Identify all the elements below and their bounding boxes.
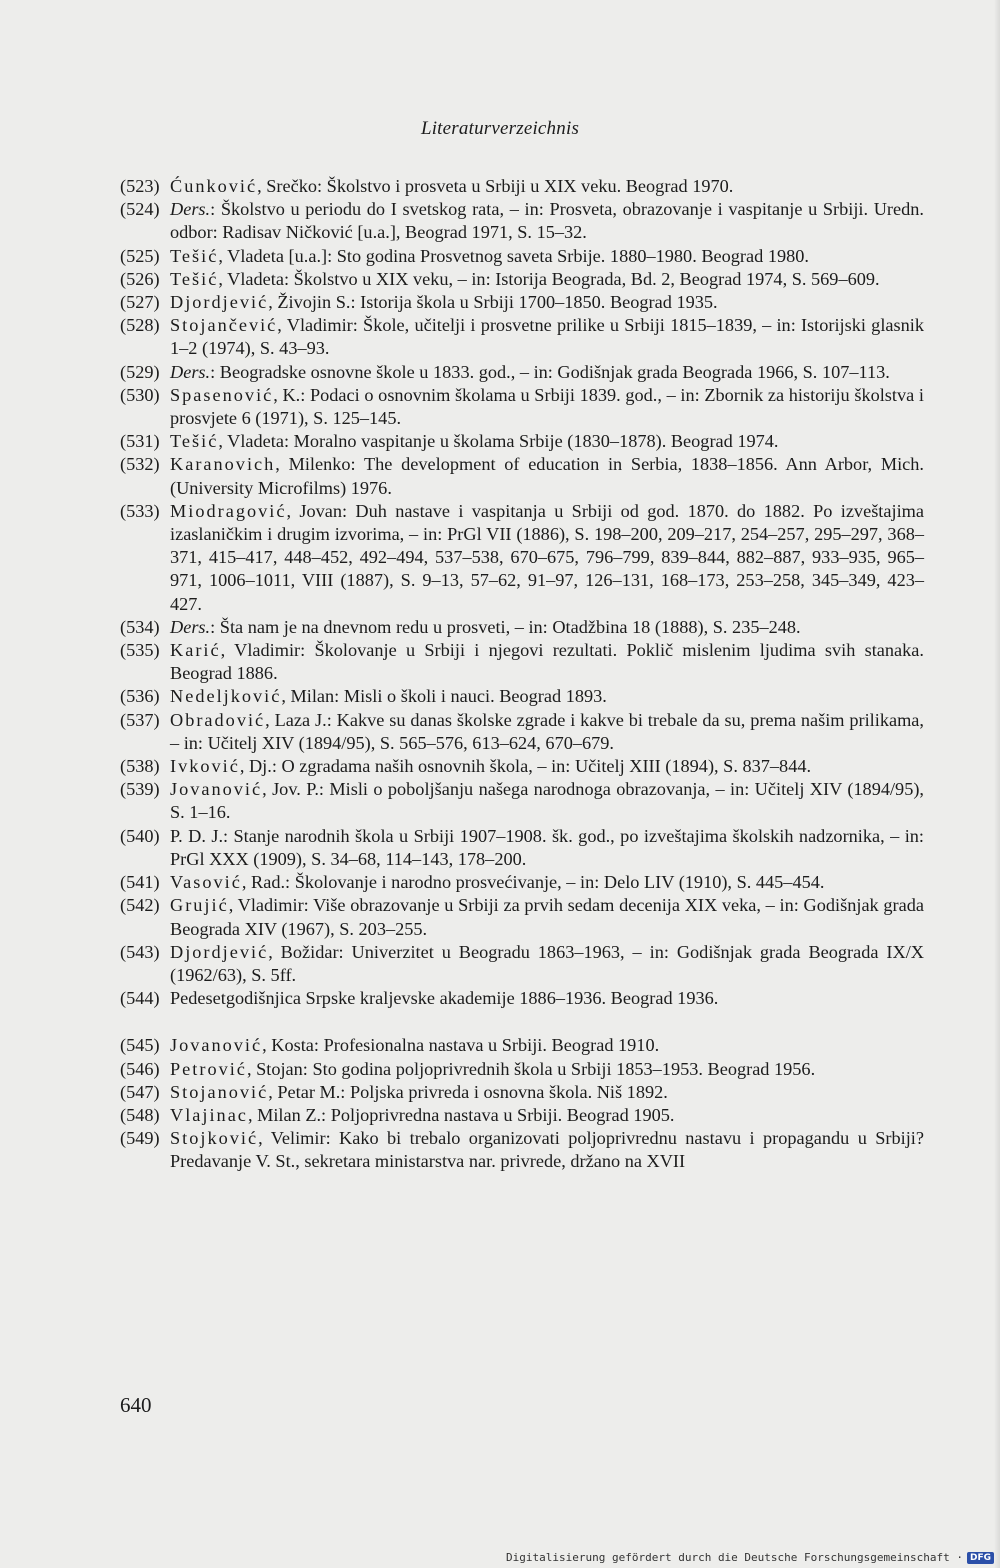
page-number: 640: [120, 1393, 152, 1417]
reference-author: Karić: [170, 640, 221, 661]
reference-author: Vasović: [170, 872, 242, 893]
reference-text: Pedesetgodišnjica Srpske kraljevske akademije 1886–1936. Beograd 1936.: [170, 988, 719, 1009]
reference-number: (548): [120, 1104, 160, 1125]
reference-entry: [120, 1081, 924, 1104]
reference-text: , Jovan: Duh nastave i vaspitanja u Srbiji od god. 1870. do 1882. Po izveštajima izaslaničkim i drugim izvorima, – in: PrGl VII (1886), S. 198–200, 209–217, 254–257, 295–297, 368–371, 415–417, 448–452, 492–494, 537–538, 670–675, 796–799, 839–844, 882–887, 933–935, 965–971, 1006–1011, VIII (1887), S. 9–13, 57–62, 91–97, 126–131, 168–173, 253–258, 345–349, 423–427.: [170, 500, 924, 614]
reference-number: (545): [120, 1035, 160, 1056]
reference-body: [170, 616, 924, 639]
reference-number: (546): [120, 1058, 160, 1079]
reference-entry: [120, 685, 924, 708]
reference-author: Stojančević: [170, 315, 278, 336]
reference-text: , Živojin S.: Istorija škola u Srbiji 1700–1850. Beograd 1935.: [268, 292, 718, 313]
reference-body: [170, 1081, 924, 1104]
dfg-logo: DFG: [967, 1552, 994, 1564]
reference-author: Ivković: [170, 756, 240, 777]
reference-entry: [120, 291, 924, 314]
reference-author: Jovanović: [170, 779, 263, 800]
reference-number: (535): [120, 640, 160, 661]
reference-entry: [120, 987, 924, 1010]
footer-text: Digitalisierung gefördert durch die Deutsche Forschungsgemeinschaft ·: [506, 1551, 963, 1564]
reference-body: [170, 198, 924, 244]
reference-author: Ćunković: [170, 176, 258, 196]
reference-entry: [120, 825, 924, 871]
reference-text: , Kosta: Profesionalna nastava u Srbiji. Beograd 1910.: [262, 1035, 660, 1056]
reference-entry: [120, 894, 924, 940]
reference-entry: [120, 1058, 924, 1081]
reference-text: , Jov. P.: Misli o poboljšanju našega narodnoga obrazovanja, – in: Učitelj XIV (1894/95), S. 1–16.: [170, 779, 924, 823]
reference-author: Stojanović: [170, 1081, 269, 1102]
reference-author: Jovanović: [170, 1035, 263, 1056]
reference-body: [170, 778, 924, 824]
reference-body: [170, 500, 924, 616]
reference-body: [170, 755, 924, 778]
reference-text: , Vladimir: Više obrazovanje u Srbiji za prvih sedam decenija XIX veka, – in: Godišnjak grada Beograda XIV (1967), S. 203–255.: [170, 895, 924, 939]
reference-entry: [120, 639, 924, 685]
reference-author: Djordjević: [170, 292, 269, 313]
reference-entry: [120, 453, 924, 499]
reference-number: (549): [120, 1128, 160, 1149]
reference-author: Ders.: [170, 199, 211, 220]
reference-text: , Božidar: Univerzitet u Beogradu 1863–1963, – in: Godišnjak grada Beograda IX/X (1962/63), S. 5ff.: [170, 941, 924, 985]
reference-author: Tešić: [170, 268, 219, 289]
reference-text: , Milan Z.: Poljoprivredna nastava u Srbiji. Beograd 1905.: [247, 1104, 675, 1125]
reference-body: [170, 871, 924, 894]
reference-text: , Vladimir: Školovanje u Srbiji i njegovi rezultati. Poklič mislenim ljudima svih stanaka. Beograd 1886.: [170, 640, 924, 684]
reference-number: (526): [120, 268, 160, 289]
reference-entry: [120, 941, 924, 987]
reference-number: (528): [120, 315, 160, 336]
reference-number: (537): [120, 709, 160, 730]
reference-entry: [120, 500, 924, 616]
reference-entry: [120, 1104, 924, 1127]
reference-number: (540): [120, 825, 160, 846]
reference-text: , Petar M.: Poljska privreda i osnovna škola. Niš 1892.: [268, 1081, 668, 1102]
reference-entry: [120, 778, 924, 824]
reference-number: (544): [120, 988, 160, 1009]
reference-text: , Rad.: Školovanje i narodno prosvećivanje, – in: Delo LIV (1910), S. 445–454.: [241, 872, 825, 893]
reference-body: [170, 291, 924, 314]
reference-text: : Beogradske osnovne škole u 1833. god., – in: Godišnjak grada Beograda 1966, S. 107–113.: [210, 361, 890, 382]
reference-text: : Šta nam je na dnevnom redu u prosveti, – in: Otadžbina 18 (1888), S. 235–248.: [210, 616, 801, 637]
reference-number: (530): [120, 384, 160, 405]
reference-entry: [120, 361, 924, 384]
reference-body: [170, 384, 924, 430]
reference-body: [170, 709, 924, 755]
reference-author: Petrović: [170, 1058, 247, 1079]
reference-author: Stojković: [170, 1128, 259, 1149]
reference-body: [170, 1034, 924, 1057]
reference-text: P. D. J.: Stanje narodnih škola u Srbiji 1907–1908. šk. god., po izveštajima školskih nadzornika, – in: PrGl XXX (1909), S. 34–68, 114–143, 178–200.: [170, 825, 924, 869]
reference-author: Djordjević: [170, 941, 269, 962]
reference-entry: [120, 245, 924, 268]
reference-text: , Milenko: The development of education in Serbia, 1838–1856. Ann Arbor, Mich. (University Microfilms) 1976.: [170, 454, 924, 498]
reference-text: , Vladimir: Škole, učitelji i prosvetne prilike u Srbiji 1815–1839, – in: Istorijski glasnik 1–2 (1974), S. 43–93.: [170, 315, 924, 359]
reference-text: , Velimir: Kako bi trebalo organizovati poljoprivrednu nastavu i propagandu u Srbiji? Predavanje V. St., sekretara ministarstva nar. privrede, držano na XVII: [170, 1128, 924, 1172]
reference-number: (542): [120, 895, 160, 916]
reference-author: Miodragović: [170, 500, 287, 521]
reference-body: [170, 175, 924, 198]
reference-number: (536): [120, 686, 160, 707]
reference-author: Grujić: [170, 895, 229, 916]
reference-number: (529): [120, 361, 160, 382]
reference-body: [170, 314, 924, 360]
reference-body: [170, 941, 924, 987]
section-gap: [120, 1010, 924, 1034]
reference-entry: [120, 1034, 924, 1057]
reference-number: (527): [120, 292, 160, 313]
reference-number: (525): [120, 245, 160, 266]
reference-entry: [120, 709, 924, 755]
reference-number: (523): [120, 176, 160, 196]
reference-number: (541): [120, 872, 160, 893]
reference-author: Spasenović: [170, 384, 274, 405]
reference-number: (532): [120, 454, 160, 475]
reference-body: [170, 894, 924, 940]
reference-entry: [120, 755, 924, 778]
reference-author: Tešić: [170, 431, 219, 452]
reference-body: [170, 1127, 924, 1173]
reference-entry: [120, 1127, 924, 1173]
reference-body: [170, 639, 924, 685]
reference-entry: [120, 384, 924, 430]
reference-number: (539): [120, 779, 160, 800]
reference-body: [170, 268, 924, 291]
reference-body: [170, 987, 924, 1010]
reference-text: , Milan: Misli o školi i nauci. Beograd 1893.: [281, 686, 607, 707]
reference-entry: [120, 198, 924, 244]
reference-body: [170, 1058, 924, 1081]
reference-entry: [120, 616, 924, 639]
reference-body: [170, 245, 924, 268]
reference-number: (533): [120, 500, 160, 521]
reference-entry: [120, 430, 924, 453]
reference-entry: [120, 871, 924, 894]
reference-body: [170, 361, 924, 384]
reference-author: Ders.: [170, 361, 211, 382]
reference-number: (547): [120, 1081, 160, 1102]
reference-text: , Dj.: O zgradama naših osnovnih škola, – in: Učitelj XIII (1894), S. 837–844.: [239, 756, 812, 777]
page-edge-shadow: [994, 0, 1000, 1568]
digitization-footer: [506, 1551, 994, 1564]
reference-entry: [120, 175, 924, 198]
reference-number: (524): [120, 199, 160, 220]
reference-body: [170, 1104, 924, 1127]
reference-text: , Srečko: Školstvo i prosveta u Srbiji u XIX veku. Beograd 1970.: [257, 176, 734, 196]
reference-body: [170, 685, 924, 708]
running-header: Literaturverzeichnis: [420, 118, 580, 139]
reference-author: Ders.: [170, 616, 211, 637]
reference-author: Obradović: [170, 709, 266, 730]
reference-text: , K.: Podaci o osnovnim školama u Srbiji 1839. god., – in: Zbornik za historiju školstva i prosvjete 6 (1971), S. 125–145.: [170, 384, 924, 429]
reference-body: [170, 453, 924, 499]
reference-text: : Školstvo u periodu do I svetskog rata, – in: Prosveta, obrazovanje i vaspitanje u Srbiji. Uredn. odbor: Radisav Ničković [u.a.], Beograd 1971, S. 15–32.: [170, 199, 924, 243]
reference-number: (543): [120, 941, 160, 962]
reference-text: , Laza J.: Kakve su danas školske zgrade i kakve bi trebale da su, prema našim prilikama, – in: Učitelj XIV (1894/95), S. 565–576, 613–624, 670–679.: [170, 709, 924, 753]
reference-author: Tešić: [170, 245, 219, 266]
reference-list: [120, 175, 924, 1174]
reference-text: , Vladeta: Školstvo u XIX veku, – in: Istorija Beograda, Bd. 2, Beograd 1974, S. 569–609.: [218, 268, 880, 289]
reference-number: (534): [120, 616, 160, 637]
reference-number: (531): [120, 431, 160, 452]
reference-text: , Stojan: Sto godina poljoprivrednih škola u Srbiji 1853–1953. Beograd 1956.: [246, 1058, 816, 1079]
reference-body: [170, 430, 924, 453]
reference-author: Vlajinac: [170, 1104, 248, 1125]
reference-entry: [120, 268, 924, 291]
reference-number: (538): [120, 756, 160, 777]
reference-author: Karanovich: [170, 454, 276, 475]
reference-entry: [120, 314, 924, 360]
reference-author: Nedeljković: [170, 686, 282, 707]
reference-text: , Vladeta: Moralno vaspitanje u školama Srbije (1830–1878). Beograd 1974.: [218, 431, 779, 452]
reference-text: , Vladeta [u.a.]: Sto godina Prosvetnog saveta Srbije. 1880–1980. Beograd 1980.: [218, 245, 809, 266]
reference-body: [170, 825, 924, 871]
